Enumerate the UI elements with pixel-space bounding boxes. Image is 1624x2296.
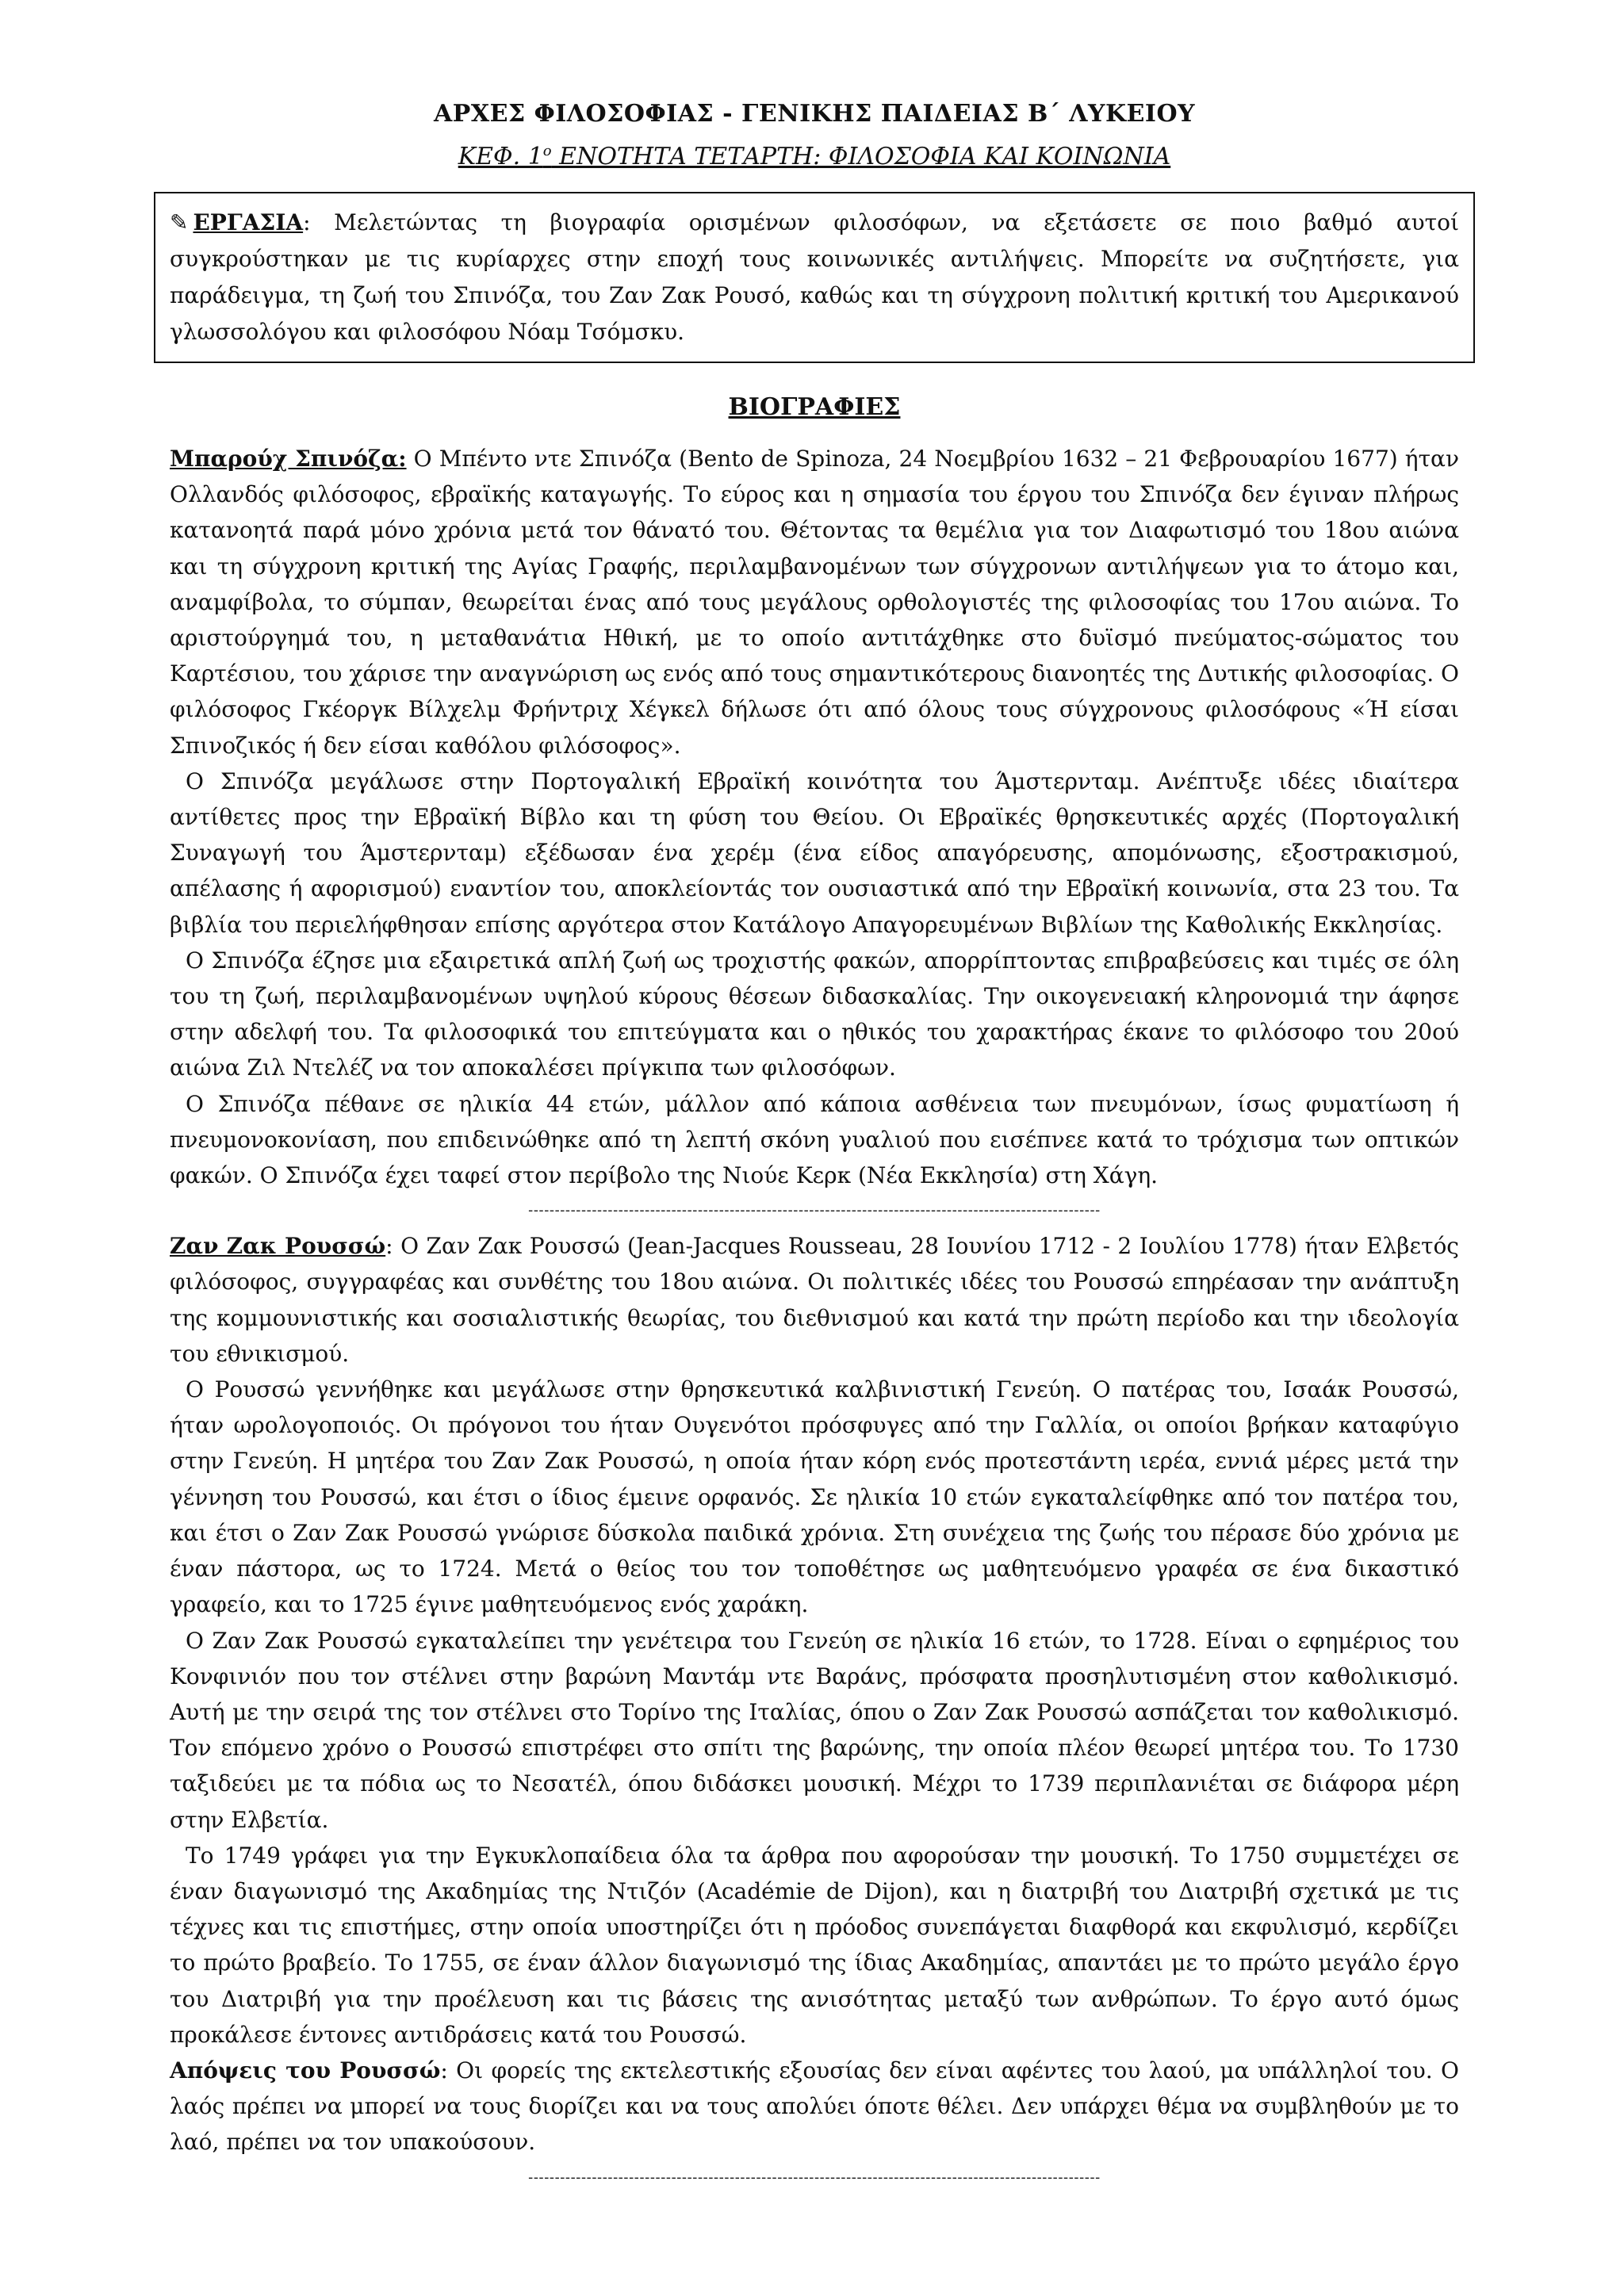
rousseau-p1-text: : Ο Ζαν Ζακ Ρουσσώ (Jean-Jacques Rousseau, 28 Ιουνίου 1712 - 2 Ιουλίου 1778) ήταν Ελβετός φιλόσοφος, συγγραφέας και συνθέτης του 18ου αιώνα. Οι πολιτικές ιδέες του Ρουσσώ επηρέασαν την ανάπτυξη της κομμουνιστικής και σοσιαλιστικής θεωρίας, του διεθνισμού και κατά την πρώτη περίοδο και την ιδεολογία του εθνικισμού. — [170, 1233, 1459, 1367]
task-text: : Μελετώντας τη βιογραφία ορισμένων φιλοσόφων, να εξετάσετε σε ποιο βαθμό αυτοί συγκρούστηκαν με τις κυρίαρχες στην εποχή τους κοινωνικές αντιλήψεις. Μπορείτε να συζητήσετε, για παράδειγμα, τη ζωή του Σπινόζα, του Ζαν Ζακ Ρουσό, καθώς και τη σύγχρονη πολιτική κριτική του Αμερικανού γλωσσολόγου και φιλοσόφου Νόαμ Τσόμσκυ. — [170, 209, 1459, 345]
section-separator: ------------------------------------------------------------------------------------------------------------ — [528, 1202, 1101, 1219]
spinoza-name: Μπαρούχ Σπινόζα: — [170, 446, 407, 472]
document-title: ΑΡΧΕΣ ΦΙΛΟΣΟΦΙΑΣ - ΓΕΝΙΚΗΣ ΠΑΙΔΕΙΑΣ Β΄ ΛΥΚΕΙΟΥ — [433, 100, 1195, 128]
rousseau-views-label: Απόψεις του Ρουσσώ — [170, 2057, 441, 2084]
spinoza-paragraph-1 — [170, 441, 1459, 763]
pencil-icon: ✎ — [170, 209, 189, 235]
task-label: ΕΡΓΑΣΙΑ — [193, 209, 304, 235]
rousseau-paragraph-1 — [170, 1228, 1459, 1372]
biography-section — [170, 441, 1459, 2195]
rousseau-views-paragraph — [170, 2053, 1459, 2160]
task-box — [154, 192, 1475, 363]
rousseau-paragraph-2: Ο Ρουσσώ γεννήθηκε και μεγάλωσε στην θρησκευτικά καλβινιστική Γενεύη. Ο πατέρας του, Ισαάκ Ρουσσώ, ήταν ωρολογοποιός. Οι πρόγονοι του ήταν Ουγενότοι πρόσφυγες από την Γαλλία, οι οποίοι βρήκαν καταφύγιο στην Γενεύη. Η μητέρα του Ζαν Ζακ Ρουσσώ, η οποία ήταν κόρη ενός προτεστάντη ιερέα, εννιά μέρες μετά την γέννηση του Ρουσσώ, και έτσι ο ίδιος έμεινε ορφανός. Σε ηλικία 10 ετών εγκαταλείφθηκε από τον πατέρα του, και έτσι ο Ζαν Ζακ Ρουσσώ γνώρισε δύσκολα παιδικά χρόνια. Στη συνέχεια της ζωής του πέρασε δύο χρόνια με έναν πάστορα, ως το 1724. Μετά ο θείος του τον τοποθέτησε ως μαθητευόμενο γραφέα σε ένα δικαστικό γραφείο, και το 1725 έγινε μαθητευόμενος ενός χαράκη. — [170, 1376, 1459, 1618]
rousseau-name: Ζαν Ζακ Ρουσσώ — [170, 1233, 386, 1260]
spinoza-paragraph-4: Ο Σπινόζα πέθανε σε ηλικία 44 ετών, μάλλον από κάποια ασθένεια των πνευμόνων, ίσως φυματίωση ή πνευμονοκονίαση, που επιδεινώθηκε από τη λεπτή σκόνη γυαλιού που εισέπνεε κατά το τρόχισμα των οπτικών φακών. Ο Σπινόζα έχει ταφεί στον περίβολο της Νιούε Κερκ (Νέα Εκκλησία) στη Χάγη. — [170, 1090, 1459, 1189]
section-title: ΒΙΟΓΡΑΦΙΕΣ — [728, 393, 901, 421]
rousseau-paragraph-3: Ο Ζαν Ζακ Ρουσσώ εγκαταλείπει την γενέτειρα του Γενεύη σε ηλικία 16 ετών, το 1728. Είναι ο εφημέριος του Κονφινιόν που τον στέλνει στην βαρώνη Μαντάμ ντε Βαράνς, πρόσφατα προσηλυτισμένη στον καθολικισμό. Αυτή με την σειρά της τον στέλνει στο Τορίνο της Ιταλίας, όπου ο Ζαν Ζακ Ρουσσώ ασπάζεται τον καθολικισμό. Τον επόμενο χρόνο ο Ρουσσώ επιστρέφει στο σπίτι της βαρώνης, την οποία πλέον θεωρεί μητέρα του. Το 1730 ταξιδεύει με τα πόδια ως το Νεσατέλ, όπου διδάσκει μουσική. Μέχρι το 1739 περιπλανιέται σε διάφορα μέρη στην Ελβετία. — [170, 1627, 1459, 1833]
bottom-separator: ------------------------------------------------------------------------------------------------------------ — [528, 2168, 1101, 2186]
subtitle-rest: ΕΝΟΤΗΤΑ ΤΕΤΑΡΤΗ: ΦΙΛΟΣΟΦΙΑ ΚΑΙ ΚΟΙΝΩΝΙΑ — [551, 143, 1171, 170]
spinoza-paragraph-3: Ο Σπινόζα έζησε μια εξαιρετικά απλή ζωή ως τροχιστής φακών, απορρίπτοντας επιβραβεύσεις και τιμές σε όλη του τη ζωή, περιλαμβανομένων υψηλού κύρους θέσεων διδασκαλίας. Την οικογενειακή κληρονομιά την άφησε στην αδελφή του. Τα φιλοσοφικά του επιτεύγματα και ο ηθικός του χαρακτήρας έκανε το φιλόσοφο του 20ού αιώνα Ζιλ Ντελέζ να τον αποκαλέσει πρίγκιπα των φιλοσόφων. — [170, 947, 1459, 1081]
rousseau-views-text: : Οι φορείς της εκτελεστικής εξουσίας δεν είναι αφέντες του λαού, μα υπάλληλοί του. Ο λαός πρέπει να μπορεί να τους διορίζει και να τους απολύει όποτε θέλει. Δεν υπάρχει θέμα να συμβληθούν με το λαό, πρέπει να τον υπακούσουν. — [170, 2057, 1459, 2156]
page-content — [170, 94, 1459, 2195]
subtitle-superscript: ο — [542, 143, 552, 159]
rousseau-paragraph-4: Το 1749 γράφει για την Εγκυκλοπαίδεια όλα τα άρθρα που αφορούσαν την μουσική. Το 1750 συμμετέχει σε έναν διαγωνισμό της Ακαδημίας της Ντιζόν (Académie de Dijon), και η διατριβή του Διατριβή σχετικά με τις τέχνες και τις επιστήμες, στην οποία υποστηρίζει ότι η πρόοδος συνεπάγεται διαφθορά και εκφυλισμό, κερδίζει το πρώτο βραβείο. Το 1755, σε έναν άλλον διαγωνισμό της ίδιας Ακαδημίας, απαντάει με το πρώτο μεγάλο έργο του Διατριβή για την προέλευση και τις βάσεις της ανισότητας μεταξύ των ανθρώπων. Το έργο αυτό όμως προκάλεσε έντονες αντιδράσεις κατά του Ρουσσώ. — [170, 1842, 1459, 2048]
chapter-subtitle — [170, 140, 1459, 174]
subtitle-prefix: ΚΕΦ. 1 — [458, 143, 543, 170]
spinoza-paragraph-2: Ο Σπινόζα μεγάλωσε στην Πορτογαλική Εβραϊκή κοινότητα του Άμστερνταμ. Ανέπτυξε ιδέες ιδιαίτερα αντίθετες προς την Εβραϊκή Βίβλο και τη φύση του Θείου. Οι Εβραϊκές θρησκευτικές αρχές (Πορτογαλική Συναγωγή του Άμστερνταμ) εξέδωσαν ένα χερέμ (ένα είδος απαγόρευσης, απομόνωσης, εξοστρακισμού, απέλασης ή αφορισμού) εναντίον του, αποκλείοντάς τον ουσιαστικά από την Εβραϊκή κοινωνία, στα 23 του. Τα βιβλία του περιελήφθησαν επίσης αργότερα στον Κατάλογο Απαγορευμένων Βιβλίων της Καθολικής Εκκλησίας. — [170, 767, 1459, 938]
spinoza-p1-text: Ο Μπέντο ντε Σπινόζα (Bento de Spinoza, 24 Νοεμβρίου 1632 – 21 Φεβρουαρίου 1677) ήταν Ολλανδός φιλόσοφος, εβραϊκής καταγωγής. Το εύρος και η σημασία του έργου του Σπινόζα δεν έγιναν πλήρως κατανοητά παρά μόνο χρόνια μετά τον θάνατό του. Θέτοντας τα θεμέλια για τον Διαφωτισμό του 18ου αιώνα και τη σύγχρονη κριτική της Αγίας Γραφής, περιλαμβανομένων των σύγχρονων αντιλήψεων για το άτομο και, αναμφίβολα, το σύμπαν, θεωρείται ένας από τους μεγάλους ορθολογιστές της φιλοσοφίας του 17ου αιώνα. Το αριστούργημά του, η μεταθανάτια Ηθική, με το οποίο αντιτάχθηκε στο δυϊσμό πνεύματος-σώματος του Καρτέσιου, του χάρισε την αναγνώριση ως ενός από τους σημαντικότερους διανοητές της Δυτικής φιλοσοφίας. Ο φιλόσοφος Γκέοργκ Βίλχελμ Φρήντριχ Χέγκελ δήλωσε ότι από όλους τους σύγχρονους φιλοσόφους «Ή είσαι Σπινοζικός ή δεν είσαι καθόλου φιλόσοφος». — [170, 446, 1459, 759]
